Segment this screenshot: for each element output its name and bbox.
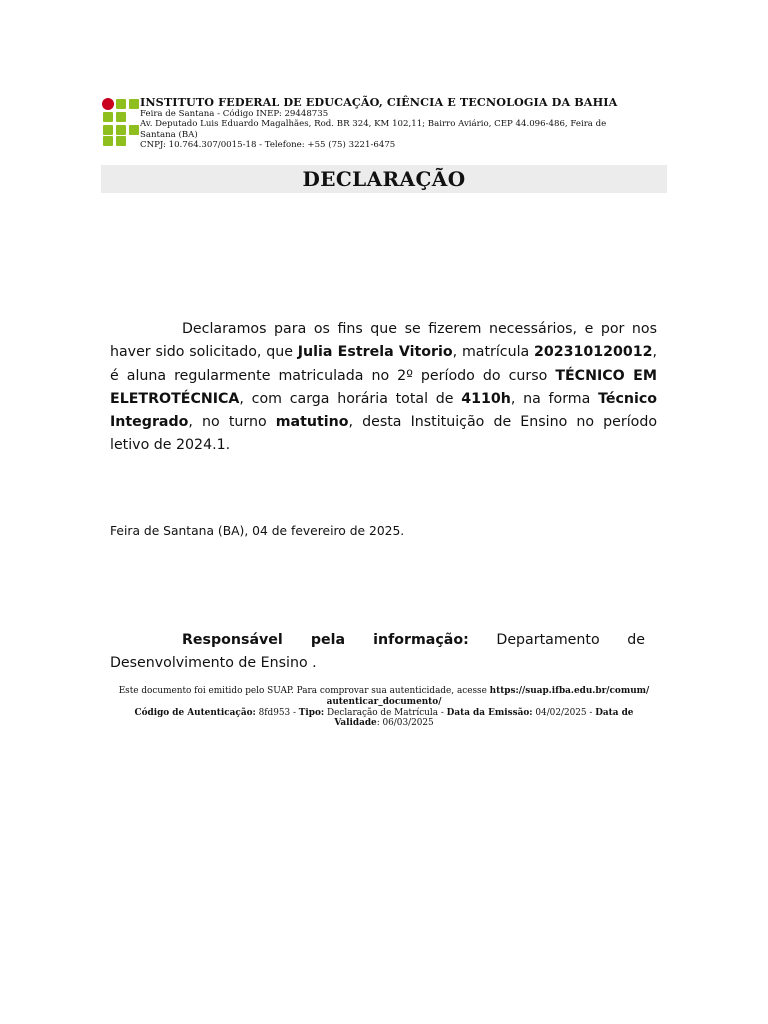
student-name: Julia Estrela Vitorio [297, 344, 453, 361]
verification-url-part-1[interactable]: https://suap.ifba.edu.br/comum/ [489, 686, 650, 696]
responsible-value: Departamento de Desenvolvimento de Ensino . [110, 632, 645, 672]
course-name: TÉCNICO EM ELETROTÉCNICA [110, 367, 657, 407]
body-text-7: , desta Instituição de Ensino no período letivo de 2024.1. [110, 414, 658, 454]
place-date: Feira de Santana (BA), 04 de fevereiro de 2025. [110, 524, 405, 538]
body-text-1: Declaramos para os fins que se fizerem necessários, e por nos haver sido solicitado, que [110, 321, 657, 361]
logo-square [116, 136, 126, 146]
footer-intro: Este documento foi emitido pelo SUAP. Para comprovar sua autenticidade, acesse [118, 686, 490, 696]
auth-code-value: 8fd953 - [255, 707, 299, 718]
logo-square [103, 136, 113, 146]
footer-line-4 [100, 718, 668, 729]
body-text-5: , na forma [510, 390, 599, 407]
modality: Técnico Integrado [110, 390, 658, 431]
validity-label-part-2: Validade [334, 718, 377, 729]
shift: matutino [275, 414, 349, 431]
validity-label-part-1: Data de [595, 707, 634, 718]
logo-square [116, 125, 126, 135]
body-text-4: , com carga horária total de [239, 390, 462, 407]
title-band [101, 165, 667, 193]
logo-square [116, 112, 126, 122]
validity-value: : 06/03/2025 [376, 718, 434, 729]
issue-date-label: Data da Emissão: [446, 707, 533, 718]
logo-red-circle [102, 98, 114, 110]
workload: 4110h [461, 390, 511, 407]
campus-line: Feira de Santana - Código INEP: 29448735 [140, 109, 329, 119]
authenticity-footer [100, 686, 668, 729]
logo-square [103, 125, 113, 135]
footer-line-2 [100, 697, 668, 708]
address-line-2: Santana (BA) [140, 129, 198, 140]
logo-square [116, 99, 126, 109]
contact-line: CNPJ: 10.764.307/0015-18 - Telefone: +55 (75) 3221-6475 [140, 140, 396, 151]
institution-name: INSTITUTO FEDERAL DE EDUCAÇÃO, CIÊNCIA E TECNOLOGIA DA BAHIA [140, 95, 618, 109]
footer-line-3 [100, 708, 668, 719]
registration-number: 202310120012 [534, 344, 653, 361]
auth-code-label: Código de Autenticação: [134, 707, 256, 718]
responsible-paragraph [110, 629, 645, 676]
body-text-2: , matrícula [452, 344, 535, 361]
logo-square [129, 99, 139, 109]
type-label: Tipo: [298, 707, 325, 718]
type-value: Declaração de Matrícula - [324, 707, 447, 718]
letterhead-text [140, 96, 656, 151]
verification-url-part-2[interactable]: autenticar_documento/ [326, 696, 442, 707]
body-text-3: , é aluna regularmente matriculada no 2º período do curso [110, 344, 658, 384]
address-line-1: Av. Deputado Luis Eduardo Magalhães, Rod. BR 324, KM 102,11; Bairro Aviário, CEP 44.096-486, Feira de [140, 119, 607, 130]
body-text-6: , no turno [188, 414, 276, 431]
document-title: DECLARAÇÃO [302, 167, 466, 191]
responsible-label: Responsável pela informação: [182, 632, 469, 648]
issue-date-value: 04/02/2025 - [532, 707, 596, 718]
footer-line-1 [100, 686, 668, 697]
ifba-logo [102, 98, 140, 144]
declaration-paragraph [110, 318, 657, 458]
logo-square [129, 125, 139, 135]
logo-square [103, 112, 113, 122]
